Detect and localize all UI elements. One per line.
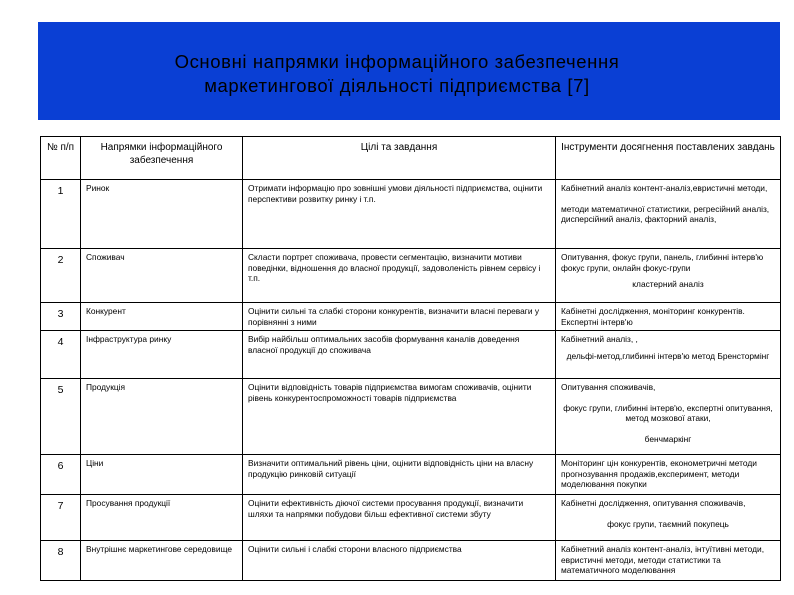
header-num: № п/п (41, 137, 81, 180)
row-tools (556, 379, 781, 455)
tools-line: Кабінетний аналіз контент-аналіз, інтуїтивні методи, евристичні методи, методи статистики та математичного моделювання (561, 544, 765, 575)
tools-line: кластерний аналіз (632, 279, 704, 289)
row-tools (556, 303, 781, 331)
row-number: 7 (41, 495, 81, 541)
row-goals: Визначити оптимальний рівень ціни, оцінити відповідність ціни на власну продукцію ринковій ситуації (243, 455, 556, 495)
tools-line: фокус групи, таємний покупець (607, 518, 729, 529)
row-direction: Інфраструктура ринку (81, 331, 243, 379)
header-tools: Інструменти досягнення поставлених завдань (556, 137, 781, 180)
row-goals: Оцінити відповідність товарів підприємства вимогам споживачів, оцінити рівень конкурентоспроможності товарів підприємства (243, 379, 556, 455)
tools-line: дельфі-метод,глибинні інтерв'ю метод Бренстормінг (566, 350, 770, 361)
row-direction: Продукція (81, 379, 243, 455)
tools-line: Кабінетні дослідження, моніторинг конкурентів. Експертні інтерв'ю (561, 306, 745, 327)
row-goals: Скласти портрет споживача, провести сегментацію, визначити мотиви поведінки, відношення до власної продукції, задоволеність рівнем сервісу і т.п. (243, 249, 556, 303)
row-number: 5 (41, 379, 81, 455)
row-number: 2 (41, 249, 81, 303)
row-direction: Конкурент (81, 303, 243, 331)
title-line-2: маркетингової діяльності підприємства [7] (204, 75, 590, 96)
row-direction: Ціни (81, 455, 243, 495)
table-row (41, 541, 781, 581)
tools-line: Опитування, фокус групи, панель, глибинні інтерв'ю фокус групи, онлайн фокус-групи (561, 252, 764, 273)
tools-line: методи математичної статистики, регресійний аналіз, дисперсійний аналіз, факторний аналіз, (561, 203, 770, 224)
tools-line: фокус групи, глибинні інтерв'ю, експертні опитування, метод мозкової атаки, (563, 402, 773, 423)
row-tools (556, 249, 781, 303)
row-goals: Оцінити ефективність діючої системи просування продукції, визначити шляхи та напрямки побудови більш ефективної системи збуту (243, 495, 556, 541)
table-row (41, 495, 781, 541)
tools-line: Кабінетний аналіз контент-аналіз,евристичні методи, (561, 183, 768, 193)
tools-line: Кабінетні дослідження, опитування споживачів, (561, 498, 746, 508)
row-number: 6 (41, 455, 81, 495)
row-tools (556, 455, 781, 495)
table-row (41, 249, 781, 303)
row-number: 1 (41, 180, 81, 249)
row-tools (556, 180, 781, 249)
slide-title (0, 0, 794, 140)
table-header-row (41, 137, 781, 180)
row-direction: Внутрішнє маркетингове середовище (81, 541, 243, 581)
table-row (41, 455, 781, 495)
table-row (41, 180, 781, 249)
row-tools (556, 495, 781, 541)
tools-line: бенчмаркінг (644, 433, 692, 444)
row-direction: Споживач (81, 249, 243, 303)
row-direction: Ринок (81, 180, 243, 249)
row-number: 8 (41, 541, 81, 581)
tools-line: Моніторинг цін конкурентів, економетричні методи прогнозування продажів,експеримент, методи моделювання покупки (561, 458, 757, 489)
row-goals: Отримати інформацію про зовнішні умови діяльності підприємства, оцінити перспективи розвитку ринку і т.п. (243, 180, 556, 249)
row-tools (556, 331, 781, 379)
header-goals: Цілі та завдання (243, 137, 556, 180)
title-line-1: Основні напрямки інформаційного забезпечення (174, 51, 620, 72)
header-direction: Напрямки інформаційного забезпечення (81, 137, 243, 180)
table-row (41, 379, 781, 455)
tools-line: Кабінетний аналіз, , (561, 334, 638, 344)
row-number: 4 (41, 331, 81, 379)
row-goals: Оцінити сильні та слабкі сторони конкурентів, визначити власні переваги у порівнянні з ними (243, 303, 556, 331)
row-direction: Просування продукції (81, 495, 243, 541)
table-row (41, 303, 781, 331)
table-row (41, 331, 781, 379)
info-support-table (40, 136, 781, 581)
row-number: 3 (41, 303, 81, 331)
tools-line: Опитування споживачів, (561, 382, 656, 392)
row-goals: Оцінити сильні і слабкі сторони власного підприємства (243, 541, 556, 581)
row-goals: Вибір найбільш оптимальних засобів формування каналів доведення власної продукції до споживача (243, 331, 556, 379)
row-tools (556, 541, 781, 581)
